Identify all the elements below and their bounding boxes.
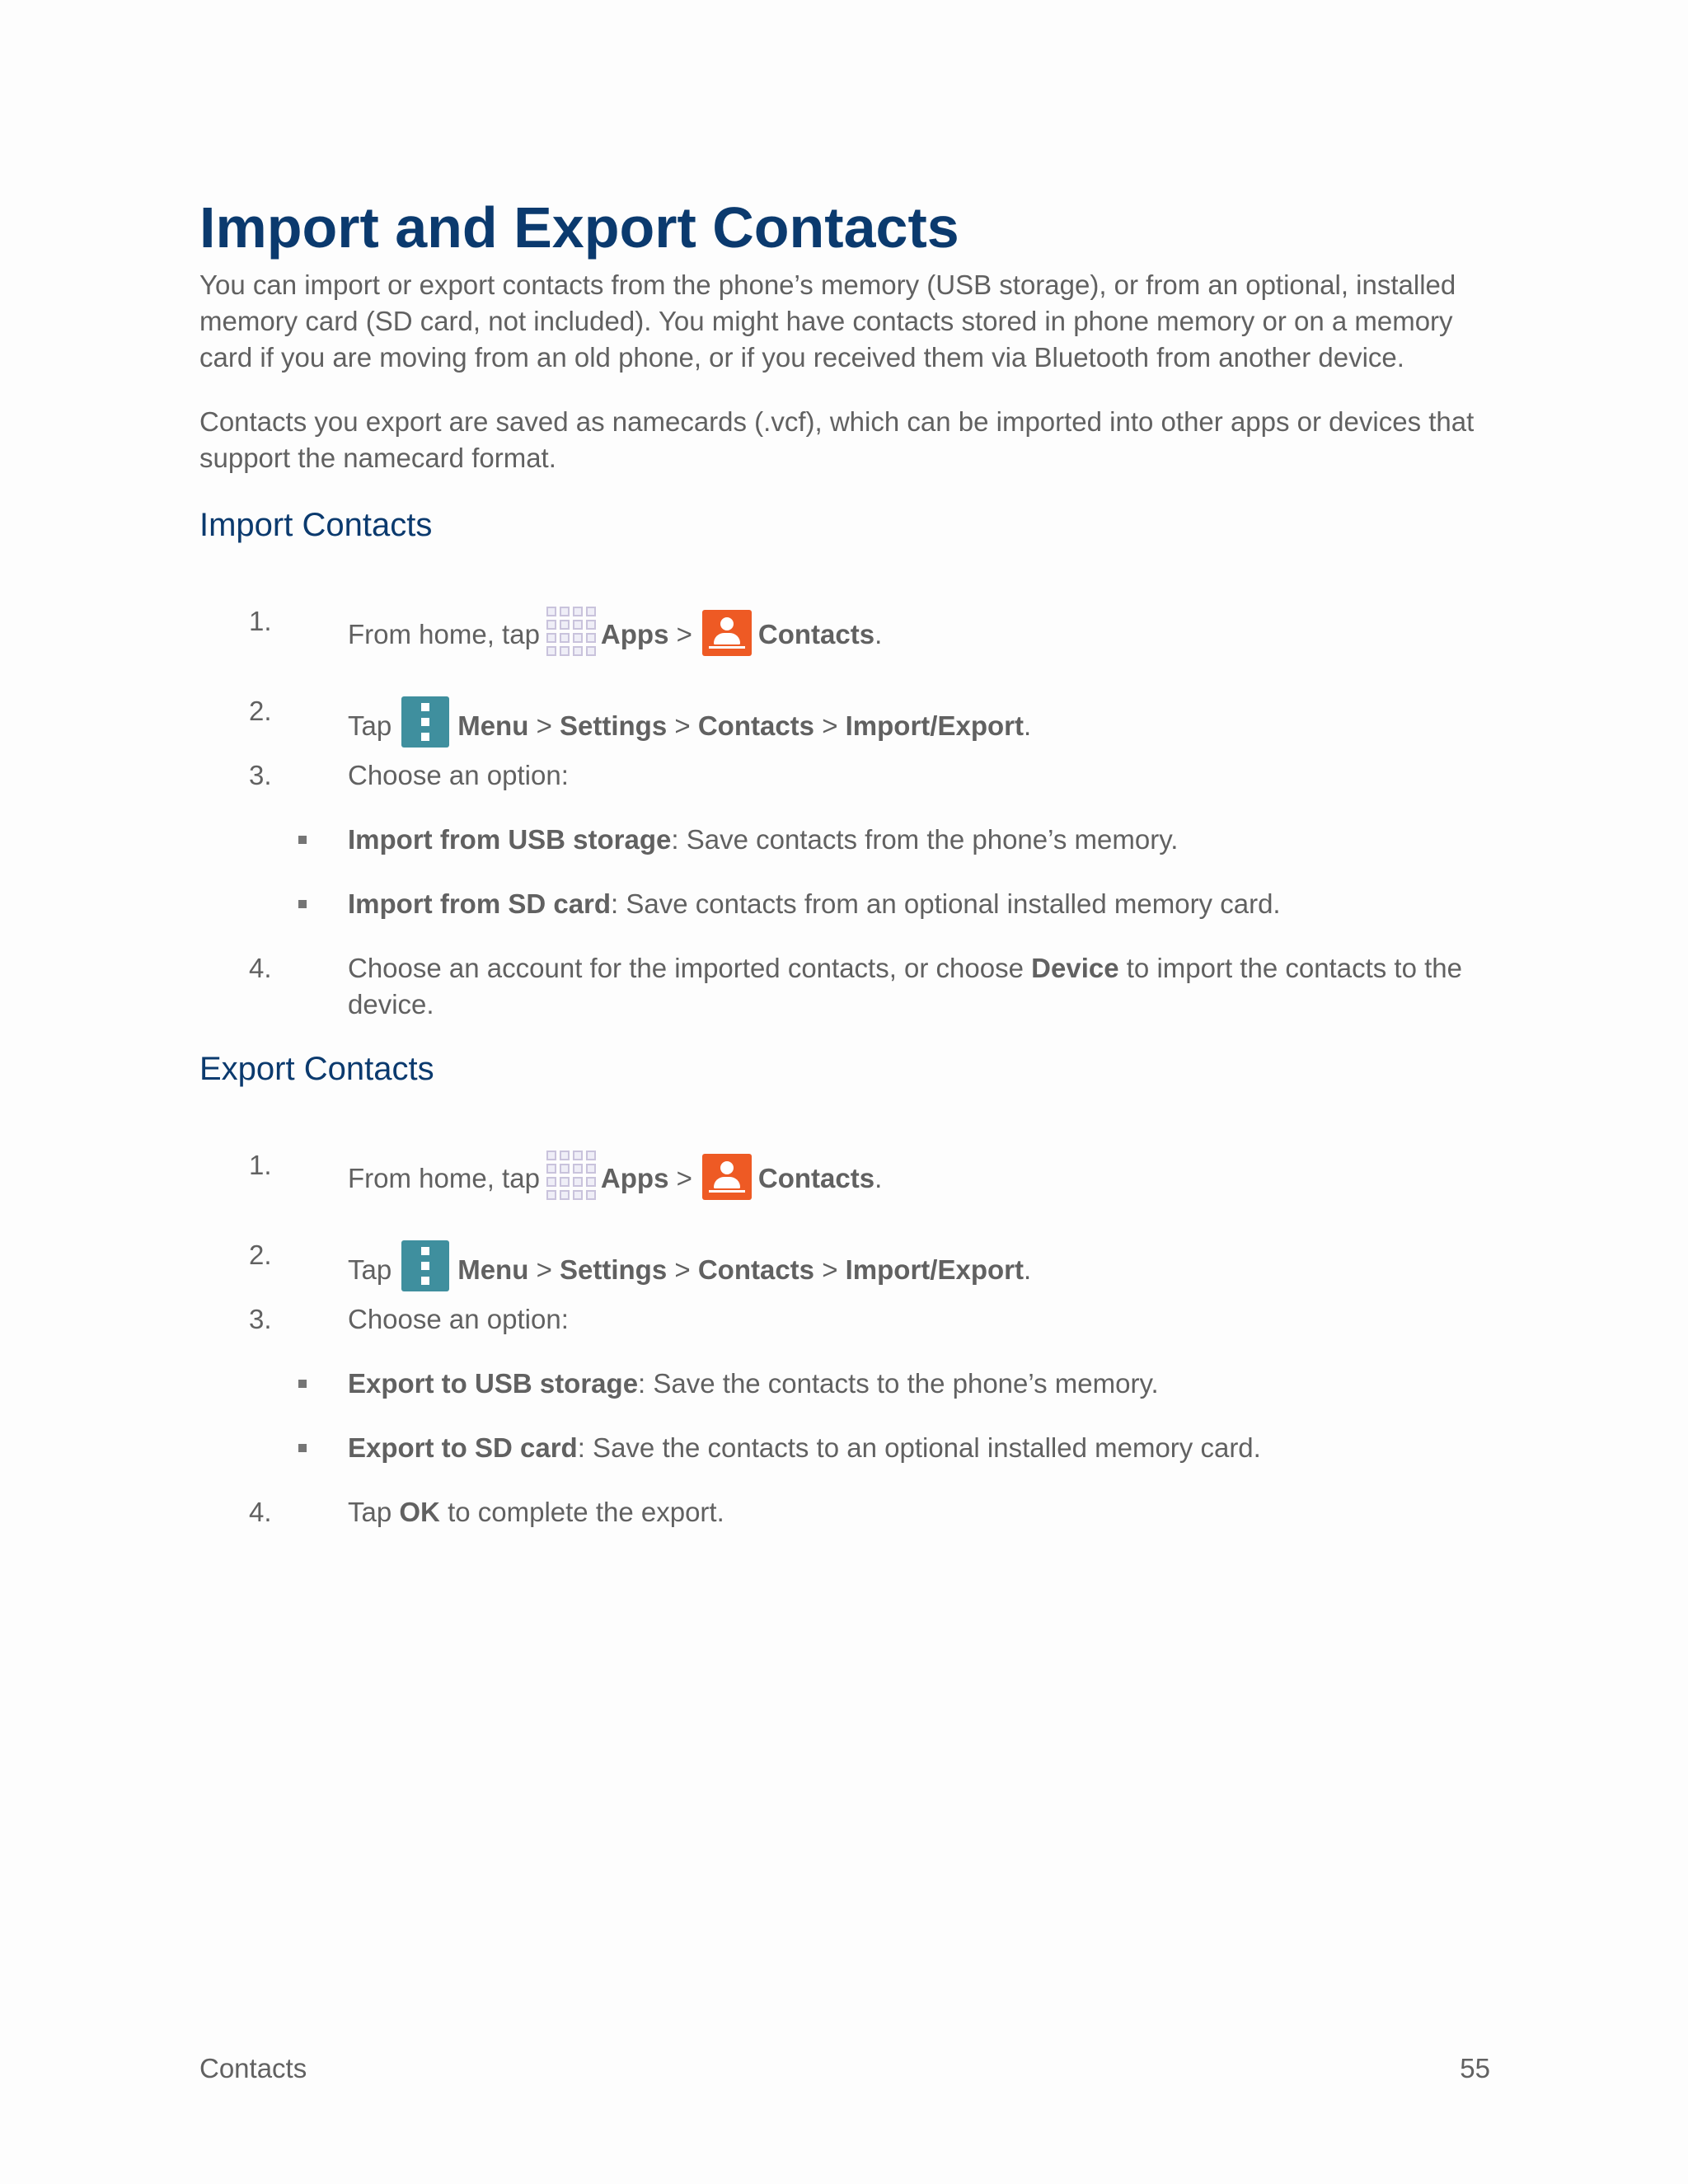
- menu-icon: [401, 1240, 449, 1291]
- option-description: : Save contacts from an optional installed memory card.: [611, 888, 1281, 919]
- step-number: 4.: [249, 953, 272, 983]
- option-label: Export to SD card: [348, 1432, 578, 1463]
- menu-label: Menu: [457, 710, 529, 741]
- step-text: Tap Menu > Settings > Contacts > Import/Export.: [348, 693, 1031, 744]
- step-number: 3.: [249, 760, 272, 790]
- menu-label: Menu: [457, 1254, 529, 1285]
- step-text: From home, tap Apps > Contacts.: [348, 1147, 882, 1197]
- step-number: 1.: [249, 606, 272, 636]
- step-number: 1.: [249, 1150, 272, 1180]
- contacts-label: Contacts: [757, 1163, 875, 1193]
- step-number: 2.: [249, 1240, 272, 1270]
- intro-paragraph-1: You can import or export contacts from the phone’s memory (USB storage), or from an optional, installed memory card (SD card, not included). You might have contacts stored in phone memory or on a memory card if you are moving from an old phone, or if you received them via Bluetooth from another device.: [199, 269, 1456, 373]
- option-label: Import from SD card: [348, 888, 612, 919]
- page-title: Import and Export Contacts: [199, 195, 959, 260]
- device-label: Device: [1031, 953, 1119, 983]
- apps-label: Apps: [600, 1163, 669, 1193]
- bullet-marker: [298, 1380, 307, 1388]
- step-text: From home, tap Apps > Contacts.: [348, 603, 882, 653]
- bullet-marker: [298, 900, 307, 908]
- step-text: Choose an account for the imported contacts, or choose Device to import the contacts to the device.: [348, 953, 1462, 1019]
- menu-icon: [401, 696, 449, 748]
- settings-label: Settings: [560, 1254, 668, 1285]
- step-text: Tap Menu > Settings > Contacts > Import/Export.: [348, 1237, 1031, 1288]
- bullet-marker: [298, 836, 307, 844]
- option-description: : Save the contacts to the phone’s memory.: [638, 1368, 1159, 1399]
- import-contacts-heading: Import Contacts: [199, 507, 433, 543]
- step-number: 2.: [249, 696, 272, 726]
- contacts-label: Contacts: [697, 710, 815, 741]
- apps-label: Apps: [600, 619, 669, 649]
- step-text: Choose an option:: [348, 760, 569, 790]
- contacts-label: Contacts: [757, 619, 875, 649]
- option-description: : Save the contacts to an optional installed memory card.: [577, 1432, 1261, 1463]
- contacts-icon: [702, 1154, 752, 1200]
- footer-page-number: 55: [1460, 2053, 1490, 2083]
- step-number: 4.: [249, 1497, 272, 1527]
- contacts-icon: [702, 610, 752, 656]
- option-label: Export to USB storage: [348, 1368, 639, 1399]
- ok-label: OK: [399, 1497, 440, 1527]
- intro-paragraph-2: Contacts you export are saved as namecards (.vcf), which can be imported into other apps or devices that support the namecard format.: [199, 406, 1475, 473]
- step-text: Tap OK to complete the export.: [348, 1497, 724, 1527]
- apps-grid-icon: [546, 1151, 596, 1200]
- option-label: Import from USB storage: [348, 824, 672, 855]
- import-export-label: Import/Export: [845, 710, 1024, 741]
- settings-label: Settings: [560, 710, 668, 741]
- import-export-label: Import/Export: [845, 1254, 1024, 1285]
- contacts-label: Contacts: [697, 1254, 815, 1285]
- step-number: 3.: [249, 1304, 272, 1334]
- export-contacts-heading: Export Contacts: [199, 1051, 434, 1087]
- footer-section-name: Contacts: [199, 2053, 307, 2083]
- apps-grid-icon: [546, 607, 596, 656]
- option-description: : Save contacts from the phone’s memory.: [671, 824, 1179, 855]
- bullet-marker: [298, 1444, 307, 1452]
- step-text: Choose an option:: [348, 1304, 569, 1334]
